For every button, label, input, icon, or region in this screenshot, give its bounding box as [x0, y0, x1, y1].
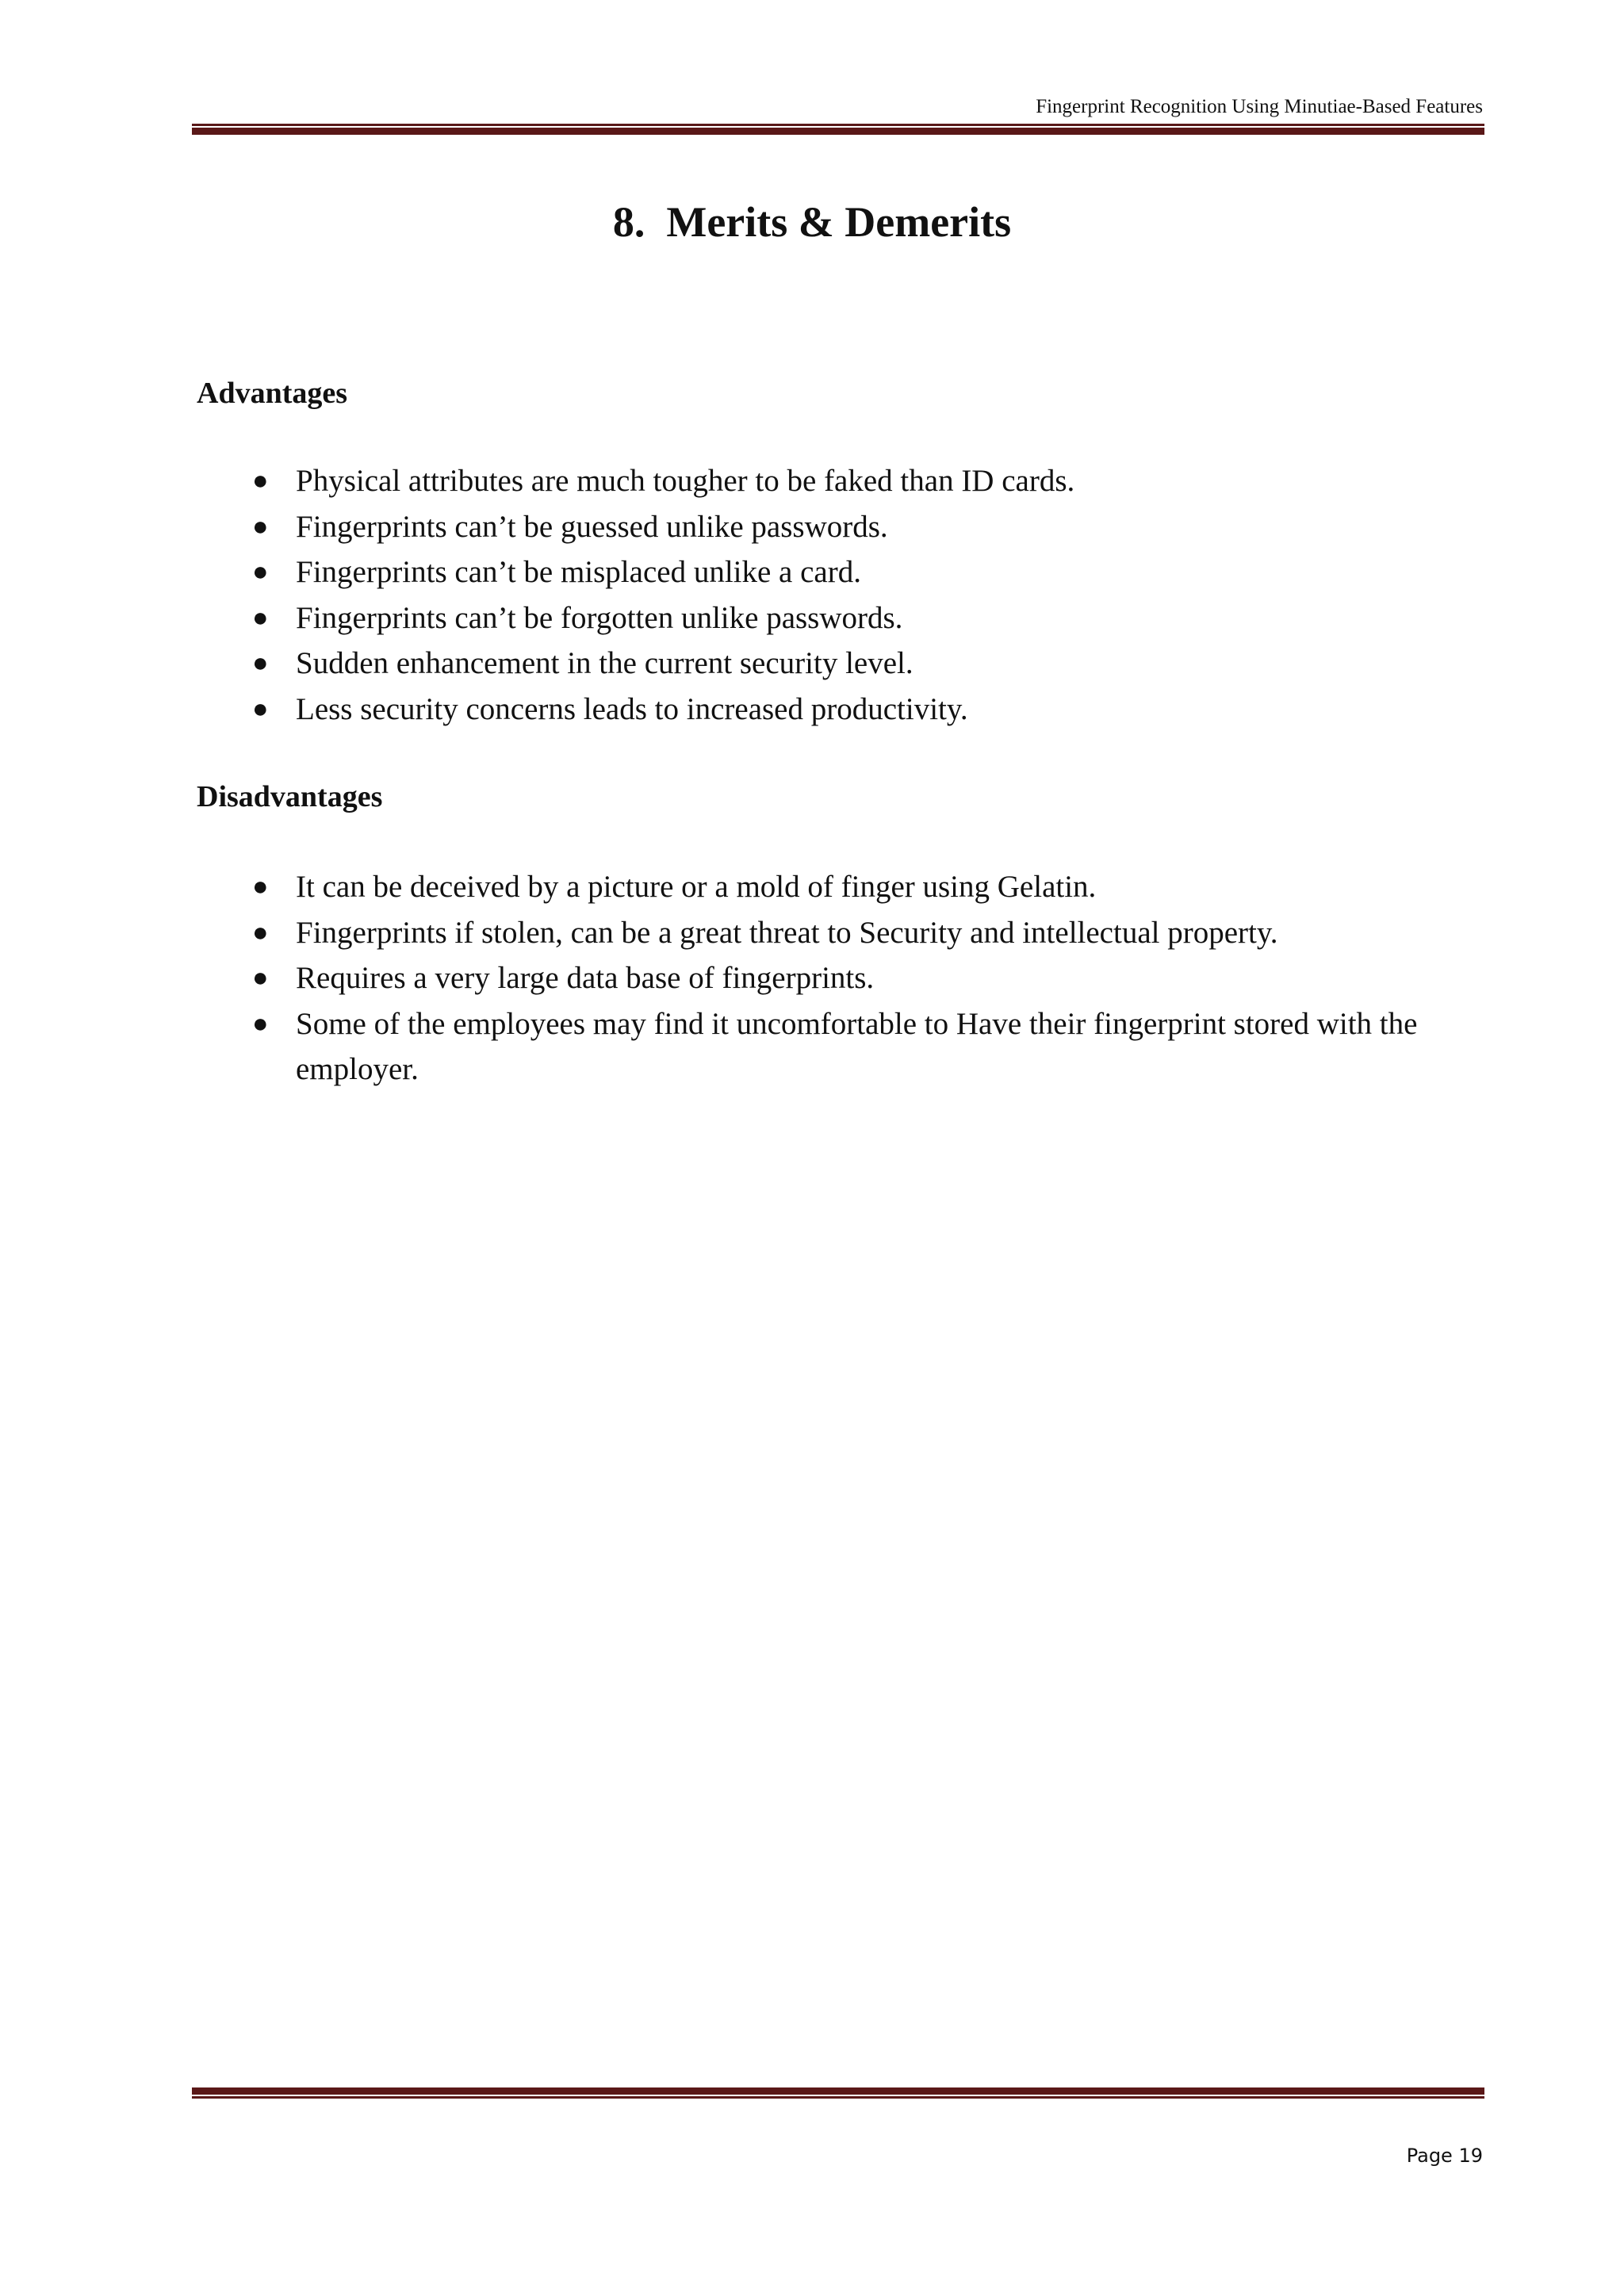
disadvantages-heading: Disadvantages	[197, 780, 383, 813]
list-item	[197, 910, 1497, 956]
bullet-icon: ●	[252, 557, 269, 587]
list-item	[197, 864, 1497, 910]
bullet-icon: ●	[252, 466, 269, 496]
list-item	[197, 458, 1497, 504]
disadvantages-list	[197, 864, 1497, 1093]
list-item-text: Some of the employees may find it uncomfortable to Have their fingerprint stored with the employer.	[296, 1006, 1418, 1086]
list-item-text: Sudden enhancement in the current security level.	[296, 646, 914, 680]
advantages-heading: Advantages	[197, 377, 348, 410]
bullet-icon: ●	[252, 963, 269, 993]
list-item-text: Fingerprints if stolen, can be a great threat to Security and intellectual property.	[296, 915, 1278, 950]
list-item-text: Fingerprints can’t be misplaced unlike a card.	[296, 555, 861, 589]
list-item	[197, 687, 1497, 733]
bullet-icon: ●	[252, 1008, 269, 1039]
chapter-title	[0, 194, 1624, 250]
chapter-title-text: Merits & Demerits	[666, 198, 1012, 246]
list-item	[197, 549, 1497, 595]
footer-rule	[192, 2087, 1484, 2099]
list-item-text: Requires a very large data base of fingerprints.	[296, 961, 875, 995]
chapter-number: 8.	[612, 198, 645, 246]
list-item	[197, 955, 1497, 1001]
list-item-text: Fingerprints can’t be guessed unlike passwords.	[296, 509, 888, 544]
bullet-icon: ●	[252, 917, 269, 947]
running-header: Fingerprint Recognition Using Minutiae-Based Features	[1036, 96, 1483, 117]
list-item	[197, 504, 1497, 550]
page-number: Page 19	[1406, 2145, 1483, 2167]
bullet-icon: ●	[252, 649, 269, 678]
bullet-icon: ●	[252, 603, 269, 633]
list-item-text: Less security concerns leads to increased productivity.	[296, 691, 968, 726]
bullet-icon: ●	[252, 511, 269, 541]
header-rule	[192, 124, 1484, 135]
list-item	[197, 595, 1497, 641]
advantages-list	[197, 458, 1497, 732]
list-item-text: Physical attributes are much tougher to be faked than ID cards.	[296, 464, 1075, 498]
bullet-icon: ●	[252, 872, 269, 901]
list-item-text: It can be deceived by a picture or a mold of finger using Gelatin.	[296, 870, 1097, 904]
list-item-text: Fingerprints can’t be forgotten unlike passwords.	[296, 600, 903, 635]
list-item	[197, 641, 1497, 687]
bullet-icon: ●	[252, 694, 269, 724]
list-item	[197, 1001, 1497, 1093]
